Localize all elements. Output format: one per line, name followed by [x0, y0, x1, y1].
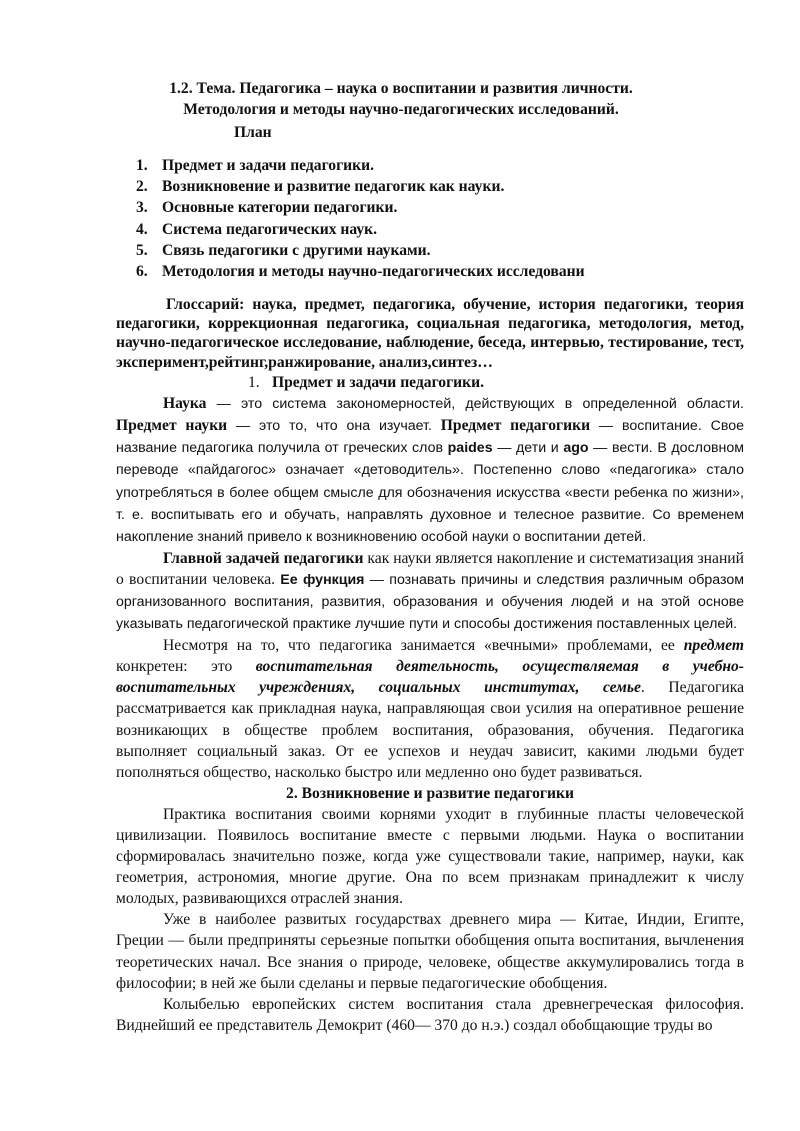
title-line-2: Методология и методы научно-педагогических исследований.	[183, 101, 619, 119]
text: — это система закономерностей, действующих в определенной области.	[206, 396, 744, 413]
text: Несмотря на то, что педагогика занимается «вечными» проблемами, ее	[163, 637, 684, 655]
term: Главной задачей педагогики	[163, 549, 364, 567]
plan-item	[136, 155, 744, 176]
plan-item-text: Система педагогических наук.	[162, 220, 378, 238]
plan-item-number: 2.	[136, 178, 148, 196]
text: — это то, что она изучает.	[227, 418, 441, 435]
term: Предмет науки	[116, 417, 228, 435]
plan-item-text: Возникновение и развитие педагогик как науки.	[162, 178, 505, 196]
plan-item-number: 5.	[136, 241, 148, 259]
text: как науки является накопление и систематизация знаний о воспитании человека.	[116, 549, 744, 588]
section-number: 1.	[248, 374, 260, 392]
plan-item-text: Методология и методы научно-педагогических исследовани	[162, 262, 585, 280]
term: paides	[447, 440, 493, 457]
paragraph-4: Практика воспитания своими корнями уходит в глубинные пласты человеческой цивилизации. Появилось воспитание вместе с первыми людьми. Наука о воспитании сформировалась значительно позже, когда уже существовали такие, например, науки, как геометрия, астрономия, многие другие. Она по всем признакам принадлежит к числу молодых, развивающихся отраслей знания.	[116, 805, 744, 908]
text: конкретен: это	[116, 658, 256, 676]
plan-item-text: Предмет и задачи педагогики.	[162, 157, 374, 175]
title-line-1: 1.2. Тема. Педагогика – наука о воспитании и развития личности.	[169, 80, 633, 97]
text: — дети и	[492, 440, 564, 457]
text: . Педагогика рассматривается как прикладная наука, направляющая свои усилия на оперативное решение возникающих в обществе проблем воспитания, образования, обучения. Педагогика выполняет социальный заказ. От ее успехов и неудач зависит, какими людьми будет пополняться общество, насколько быстро или медленно оно будет развиваться.	[116, 679, 744, 781]
section-title: Предмет и задачи педагогики.	[272, 374, 484, 392]
paragraph-3	[116, 635, 744, 783]
plan-item	[136, 197, 744, 218]
plan-item	[136, 261, 744, 282]
plan-list	[116, 155, 744, 282]
plan-item-number: 3.	[136, 199, 148, 217]
text: — воспитание. Свое название педагогика получила от греческих слов	[116, 418, 745, 457]
emphasis: воспитательная деятельность, осуществляемая в учебно-воспитательных учреждениях, социальных институтах, семье	[116, 658, 745, 697]
plan-item-number: 4.	[136, 220, 148, 238]
paragraph-5: Уже в наиболее развитых государствах древнего мира — Китае, Индии, Египте, Греции — были предприняты серьезные попытки обобщения опыта воспитания, вычленения теоретических начал. Все знания о природе, человеке, обществе аккумулировались тогда в философии; в ней же были сделаны и первые педагогические обобщения.	[116, 911, 744, 992]
glossary: Глоссарий: наука, предмет, педагогика, обучение, история педагогики, теория педагогики, коррекционная педагогика, социальная педагогика, методология, метод, научно-педагогическое исследование, наблюдение, беседа, интервью, тестирование, тест, эксперимент,рейтинг,ранжирование, анализ,синтез…	[116, 295, 744, 371]
term: ago	[563, 440, 589, 457]
term: Ее функция	[280, 571, 365, 588]
text: — познавать причины и следствия различным образом организованного воспитания, развития, образования и обучения людей и на этой основе указывать педагогической практике лучшие пути и способы достижения поставленных целей.	[116, 571, 744, 633]
plan-heading: План	[234, 124, 272, 142]
plan-item-number: 6.	[136, 262, 148, 280]
section-1-heading	[248, 372, 744, 393]
plan-item-number: 1.	[136, 157, 148, 175]
section-2-heading: 2. Возникновение и развитие педагогики	[286, 784, 574, 802]
text: — вести. В дословном переводе «пайдагогос» означает «детоводитель». Постепенно слово «педагогика» стало употребляться в более общем смысле для обозначения искусства «вести ребенка по жизни», т. е. воспитывать его и обучать, направлять духовное и телесное развитие. Со временем накопление знаний привело к возникновению особой науки о воспитании детей.	[116, 440, 745, 545]
term: Предмет педагогики	[440, 417, 591, 435]
paragraph-1	[116, 393, 744, 548]
term: Наука	[163, 395, 207, 413]
plan-item-text: Основные категории педагогики.	[162, 199, 398, 217]
document-title	[116, 78, 744, 120]
plan-item	[136, 240, 744, 261]
paragraph-6: Колыбелью европейских систем воспитания стала древнегреческая философия. Виднейший ее представитель Демокрит (460— 370 до н.э.) создал обобщающие труды во	[116, 995, 744, 1034]
emphasis: предмет	[683, 637, 744, 655]
plan-item-text: Связь педагогики с другими науками.	[162, 241, 431, 259]
paragraph-2	[116, 548, 744, 635]
plan-item	[136, 219, 744, 240]
plan-item	[136, 176, 744, 197]
